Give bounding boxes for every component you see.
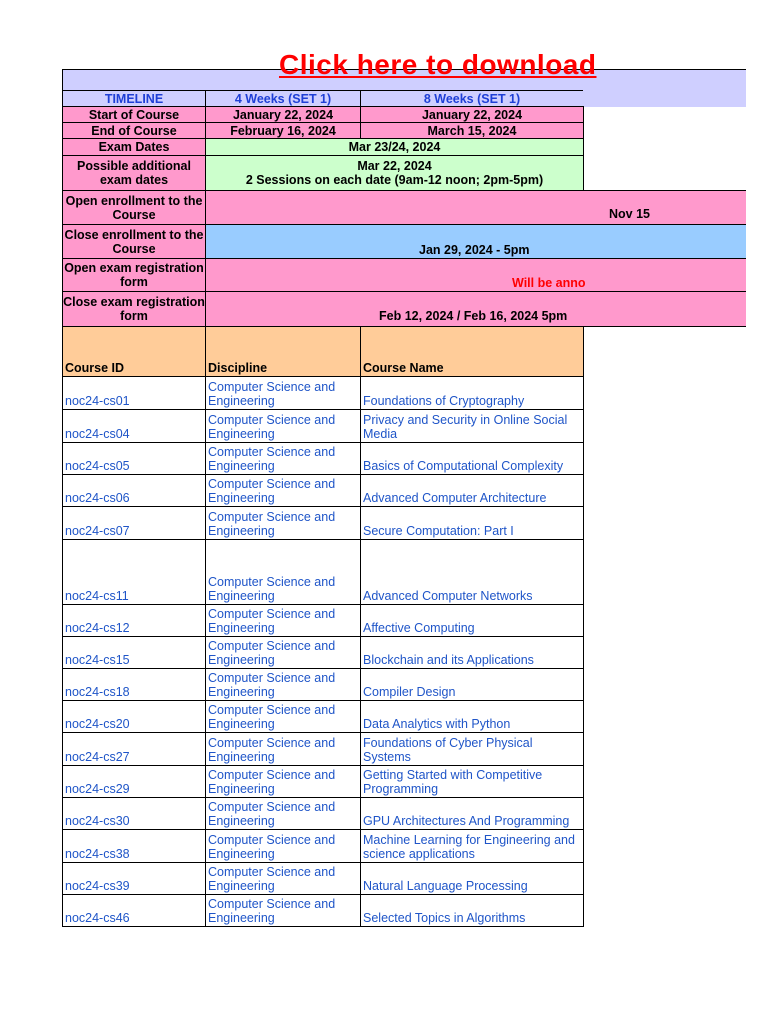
course-id-cell[interactable]: noc24-cs04 [62, 409, 206, 443]
course-id-cell[interactable]: noc24-cs46 [62, 894, 206, 927]
timeline-header-8weeks: 8 Weeks (SET 1) [360, 90, 584, 107]
open-exam-label: Open exam registration form [62, 258, 206, 292]
course-discipline-cell[interactable]: Computer Science and Engineering [205, 894, 361, 927]
course-discipline-cell[interactable]: Computer Science and Engineering [205, 668, 361, 701]
course-name-cell[interactable]: Basics of Computational Complexity [360, 442, 584, 475]
course-id-cell[interactable]: noc24-cs18 [62, 668, 206, 701]
course-name-cell[interactable]: Machine Learning for Engineering and science applications [360, 829, 584, 863]
course-name-cell[interactable]: Blockchain and its Applications [360, 636, 584, 669]
col-header-course-id: Course ID [62, 326, 206, 377]
course-id-cell[interactable]: noc24-cs30 [62, 797, 206, 830]
course-id-cell[interactable]: noc24-cs06 [62, 474, 206, 507]
course-discipline-cell[interactable]: Computer Science and Engineering [205, 474, 361, 507]
close-exam-value: Feb 12, 2024 / Feb 16, 2024 5pm [379, 309, 568, 323]
course-discipline-cell[interactable]: Computer Science and Engineering [205, 829, 361, 863]
start-label: Start of Course [62, 106, 206, 123]
col-header-course-name: Course Name [360, 326, 584, 377]
open-enroll-cell [205, 190, 746, 225]
course-id-cell[interactable]: noc24-cs29 [62, 765, 206, 798]
course-name-cell[interactable]: Foundations of Cyber Physical Systems [360, 732, 584, 766]
course-name-cell[interactable]: Compiler Design [360, 668, 584, 701]
course-discipline-cell[interactable]: Computer Science and Engineering [205, 862, 361, 895]
additional-label: Possible additional exam dates [62, 155, 206, 191]
close-enroll-value: Jan 29, 2024 - 5pm [419, 243, 530, 257]
additional-line2: 2 Sessions on each date (9am-12 noon; 2pm-5pm) [245, 173, 544, 187]
end-8weeks: March 15, 2024 [360, 122, 584, 139]
close-exam-label: Close exam registration form [62, 291, 206, 327]
course-name-cell[interactable]: Natural Language Processing [360, 862, 584, 895]
timeline-header-filler [583, 90, 746, 107]
course-id-cell[interactable]: noc24-cs27 [62, 732, 206, 766]
course-discipline-cell[interactable]: Computer Science and Engineering [205, 506, 361, 540]
course-discipline-cell[interactable]: Computer Science and Engineering [205, 797, 361, 830]
end-4weeks: February 16, 2024 [205, 122, 361, 139]
close-enroll-label: Close enrollment to the Course [62, 224, 206, 259]
close-enroll-cell [205, 224, 746, 259]
course-id-cell[interactable]: noc24-cs12 [62, 604, 206, 637]
close-exam-cell [205, 291, 746, 327]
course-name-cell[interactable]: Secure Computation: Part I [360, 506, 584, 540]
start-4weeks: January 22, 2024 [205, 106, 361, 123]
course-discipline-cell[interactable]: Computer Science and Engineering [205, 700, 361, 733]
course-id-cell[interactable]: noc24-cs15 [62, 636, 206, 669]
course-name-cell[interactable]: Privacy and Security in Online Social Media [360, 409, 584, 443]
course-name-cell[interactable]: Advanced Computer Networks [360, 539, 584, 605]
open-enroll-value: Nov 15 [609, 207, 650, 221]
end-label: End of Course [62, 122, 206, 139]
additional-line1: Mar 22, 2024 [357, 159, 432, 173]
course-name-cell[interactable]: Getting Started with Competitive Programming [360, 765, 584, 798]
course-name-cell[interactable]: GPU Architectures And Programming [360, 797, 584, 830]
open-exam-cell [205, 258, 746, 292]
course-id-cell[interactable]: noc24-cs07 [62, 506, 206, 540]
course-discipline-cell[interactable]: Computer Science and Engineering [205, 376, 361, 410]
open-enroll-label: Open enrollment to the Course [62, 190, 206, 225]
timeline-header-4weeks: 4 Weeks (SET 1) [205, 90, 361, 107]
course-discipline-cell[interactable]: Computer Science and Engineering [205, 442, 361, 475]
col-header-discipline: Discipline [205, 326, 361, 377]
course-id-cell[interactable]: noc24-cs20 [62, 700, 206, 733]
course-discipline-cell[interactable]: Computer Science and Engineering [205, 732, 361, 766]
course-name-cell[interactable]: Data Analytics with Python [360, 700, 584, 733]
start-8weeks: January 22, 2024 [360, 106, 584, 123]
additional-value [205, 155, 584, 191]
course-id-cell[interactable]: noc24-cs01 [62, 376, 206, 410]
course-id-cell[interactable]: noc24-cs05 [62, 442, 206, 475]
download-link[interactable]: Click here to download [279, 49, 597, 80]
course-id-cell[interactable]: noc24-cs39 [62, 862, 206, 895]
course-name-cell[interactable]: Affective Computing [360, 604, 584, 637]
exam-label: Exam Dates [62, 138, 206, 156]
exam-value: Mar 23/24, 2024 [205, 138, 584, 156]
course-name-cell[interactable]: Selected Topics in Algorithms [360, 894, 584, 927]
download-banner[interactable] [62, 49, 746, 91]
course-discipline-cell[interactable]: Computer Science and Engineering [205, 765, 361, 798]
course-discipline-cell[interactable]: Computer Science and Engineering [205, 636, 361, 669]
timeline-header-label: TIMELINE [62, 90, 206, 107]
course-name-cell[interactable]: Advanced Computer Architecture [360, 474, 584, 507]
course-discipline-cell[interactable]: Computer Science and Engineering [205, 604, 361, 637]
course-id-cell[interactable]: noc24-cs38 [62, 829, 206, 863]
open-exam-value: Will be anno [512, 276, 586, 290]
course-id-cell[interactable]: noc24-cs11 [62, 539, 206, 605]
course-name-cell[interactable]: Foundations of Cryptography [360, 376, 584, 410]
course-discipline-cell[interactable]: Computer Science and Engineering [205, 539, 361, 605]
course-discipline-cell[interactable]: Computer Science and Engineering [205, 409, 361, 443]
